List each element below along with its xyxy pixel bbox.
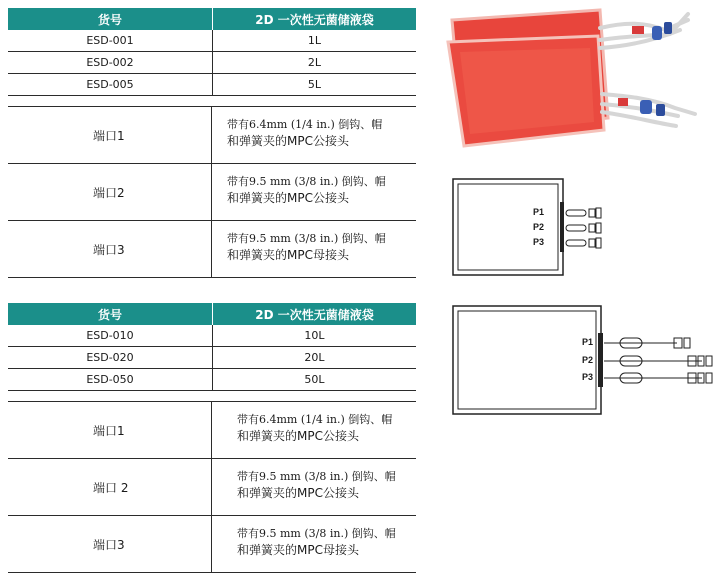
port-row (8, 459, 416, 516)
port-description (212, 402, 416, 458)
port-row (8, 402, 416, 459)
port-description-line2: 和弹簧夹的MPC公接头 (227, 134, 349, 148)
port-description-line2: 和弹簧夹的MPC公接头 (237, 486, 359, 500)
port-tag: P1 (533, 207, 545, 217)
port-label: 端口3 (8, 516, 212, 572)
table-row (8, 74, 416, 96)
table-row (8, 52, 416, 74)
large-bag-diagram (452, 305, 722, 417)
port-description-line2: 和弹簧夹的MPC母接头 (237, 543, 359, 557)
volume-cell: 10L (304, 329, 325, 342)
small-bag-outline (452, 178, 612, 278)
port-description-line1: 带有9.5 mm (3/8 in.) 倒钩、帽 (227, 232, 386, 245)
table-row (8, 369, 416, 391)
item-number-cell: ESD-010 (8, 325, 213, 346)
header-item-number: 货号 (8, 8, 213, 30)
port-description (212, 459, 416, 515)
port-tag: P2 (533, 222, 545, 232)
port-row (8, 221, 416, 278)
storage-bag-photo (440, 0, 720, 150)
port-description-line2: 和弹簧夹的MPC公接头 (237, 429, 359, 443)
item-number-cell: ESD-020 (8, 347, 213, 368)
port-description-line2: 和弹簧夹的MPC母接头 (227, 248, 349, 262)
table-header (8, 8, 416, 30)
small-bag-diagram (452, 178, 612, 278)
table-row (8, 30, 416, 52)
volume-cell: 5L (307, 78, 322, 91)
bag-highlight (460, 48, 594, 134)
connector-blue (640, 100, 652, 114)
connector-blue (664, 22, 672, 34)
port-row (8, 164, 416, 221)
table-row (8, 347, 416, 369)
port-tag: P2 (582, 355, 594, 365)
volume-cell: 1L (307, 34, 322, 47)
port-description (212, 164, 416, 220)
port-label: 端口2 (8, 164, 212, 220)
item-number-cell: ESD-002 (8, 52, 213, 73)
port-description (212, 516, 416, 572)
volume-cell: 50L (304, 373, 325, 386)
table-header (8, 303, 416, 325)
clip-red (632, 26, 644, 34)
port-description-line1: 带有9.5 mm (3/8 in.) 倒钩、帽 (237, 527, 396, 540)
header-product-name: 2D 一次性无菌储液袋 (255, 307, 374, 322)
port-description-line1: 带有9.5 mm (3/8 in.) 倒钩、帽 (227, 175, 386, 188)
item-number-cell: ESD-005 (8, 74, 213, 95)
port-tag: P3 (533, 237, 545, 247)
port-row (8, 516, 416, 573)
volume-cell: 20L (304, 351, 325, 364)
port-label: 端口1 (8, 107, 212, 163)
port-label: 端口3 (8, 221, 212, 277)
table-row (8, 325, 416, 347)
port-row (8, 107, 416, 164)
port-label: 端口1 (8, 402, 212, 458)
port-tag: P1 (582, 337, 594, 347)
product-table-1 (8, 8, 416, 278)
header-product-name: 2D 一次性无菌储液袋 (255, 12, 374, 27)
table-spacer (8, 96, 416, 107)
item-number-cell: ESD-050 (8, 369, 213, 390)
table-spacer (8, 391, 416, 402)
connector-blue (656, 104, 665, 116)
item-number-cell: ESD-001 (8, 30, 213, 51)
port-description-line1: 带有6.4mm (1/4 in.) 倒钩、帽 (227, 118, 383, 131)
port-description (212, 221, 416, 277)
port-description-line1: 带有6.4mm (1/4 in.) 倒钩、帽 (237, 413, 393, 426)
volume-cell: 2L (307, 56, 322, 69)
port-description (212, 107, 416, 163)
product-table-2 (8, 303, 416, 573)
port-tag: P3 (582, 372, 594, 382)
clip-red (618, 98, 628, 106)
port-label: 端口 2 (8, 459, 212, 515)
port-description-line2: 和弹簧夹的MPC公接头 (227, 191, 349, 205)
port-description-line1: 带有9.5 mm (3/8 in.) 倒钩、帽 (237, 470, 396, 483)
connector-blue (652, 26, 662, 40)
header-item-number: 货号 (8, 303, 213, 325)
